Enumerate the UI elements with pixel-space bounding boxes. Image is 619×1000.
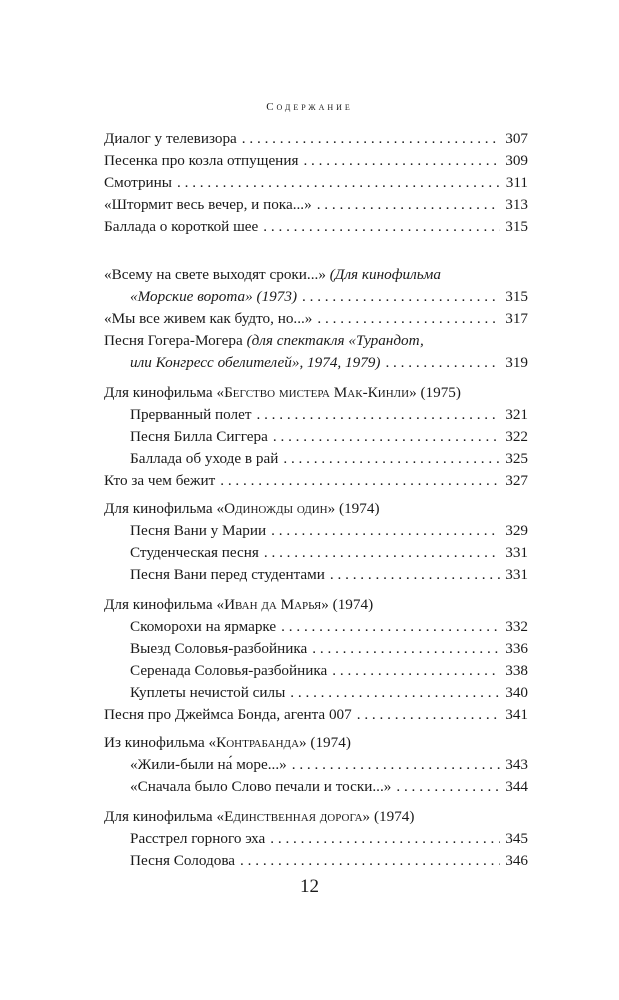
- leader-dots: [357, 704, 500, 726]
- leader-dots: [283, 448, 500, 470]
- leader-dots: [270, 828, 500, 850]
- toc-entry[interactable]: [130, 638, 528, 660]
- toc-entry-page: 315: [505, 288, 528, 305]
- toc-entry[interactable]: [130, 542, 528, 564]
- toc-entry-title: Серенада Соловья-разбойника: [130, 662, 328, 679]
- leader-dots: [220, 470, 500, 492]
- toc-entry-page: 336: [505, 640, 528, 657]
- toc-entry[interactable]: [104, 704, 528, 726]
- section-heading: Для кинофильма «Единственная дорога» (1974): [104, 808, 415, 825]
- toc-entry-page: 343: [505, 756, 528, 773]
- toc-entry[interactable]: [104, 172, 528, 194]
- toc-entry-title: Песенка про козла отпущения: [104, 152, 299, 169]
- page-number: 12: [300, 876, 319, 897]
- toc-entry[interactable]: [104, 216, 528, 238]
- toc-entry[interactable]: [130, 448, 528, 470]
- toc-entry[interactable]: [130, 660, 528, 682]
- toc-entry-page: 325: [505, 450, 528, 467]
- toc-entry[interactable]: [130, 616, 528, 638]
- toc-entry-page: 319: [505, 354, 528, 371]
- leader-dots: [177, 172, 501, 194]
- toc-entry-title: «Жили-были на́ море...»: [130, 756, 287, 773]
- leader-dots: [273, 426, 500, 448]
- toc-entry-title: Баллада об уходе в рай: [130, 450, 279, 467]
- toc-entry-page: 344: [505, 778, 528, 795]
- leader-dots: [332, 660, 500, 682]
- toc-entry-title: Диалог у телевизора: [104, 130, 237, 147]
- toc-entry-page: 309: [505, 152, 528, 169]
- toc-entry-title: «Всему на свете выходят сроки...» (Для кинофильма: [104, 266, 441, 283]
- toc-entry[interactable]: [104, 128, 528, 150]
- toc-entry-title: Баллада о короткой шее: [104, 218, 259, 235]
- toc-entry-title: Студенческая песня: [130, 544, 259, 561]
- toc-entry-page: 321: [505, 406, 528, 423]
- toc-entry-title: Выезд Соловья-разбойника: [130, 640, 308, 657]
- toc-entry-title: Песня Гогера-Могера (для спектакля «Турандот,: [104, 332, 424, 349]
- toc-entry-page: 329: [505, 522, 528, 539]
- toc-entry-page: 338: [505, 662, 528, 679]
- toc-entry[interactable]: [104, 470, 528, 492]
- toc-entry-title: Прерванный полет: [130, 406, 252, 423]
- toc-entry-title: Скоморохи на ярмарке: [130, 618, 277, 635]
- leader-dots: [292, 754, 501, 776]
- leader-dots: [240, 850, 500, 872]
- toc-entry-page: 307: [505, 130, 528, 147]
- toc-entry-title: Песня Вани перед студентами: [130, 566, 325, 583]
- toc-entry[interactable]: [130, 682, 528, 704]
- leader-dots: [271, 520, 500, 542]
- toc-entry[interactable]: [130, 776, 528, 798]
- toc-entry[interactable]: [130, 850, 528, 872]
- toc-entry-line1[interactable]: [104, 264, 528, 286]
- toc-entry-title: «Мы все живем как будто, но...»: [104, 310, 313, 327]
- toc-entry-page: 327: [505, 472, 528, 489]
- leader-dots: [396, 776, 500, 798]
- toc-entry[interactable]: [130, 564, 528, 586]
- leader-dots: [242, 128, 500, 150]
- toc-entry[interactable]: [104, 194, 528, 216]
- toc-entry-page: 313: [505, 196, 528, 213]
- toc-entry-title: Песня Билла Сиггера: [130, 428, 268, 445]
- toc-entry-title: Расстрел горного эха: [130, 830, 266, 847]
- toc-entry-title: Песня Вани у Марии: [130, 522, 267, 539]
- toc-entry[interactable]: [130, 404, 528, 426]
- toc-entry-title: «Штормит весь вечер, и пока...»: [104, 196, 312, 213]
- leader-dots: [256, 404, 500, 426]
- section-heading: Из кинофильма «Контрабанда» (1974): [104, 734, 351, 751]
- toc-entry[interactable]: [130, 426, 528, 448]
- toc-entry-page: 346: [505, 852, 528, 869]
- toc-entry-page: 332: [505, 618, 528, 635]
- toc-entry-line1[interactable]: [104, 330, 528, 352]
- leader-dots: [281, 616, 500, 638]
- toc-entry-note: «Морские ворота» (1973): [130, 288, 297, 305]
- leader-dots: [264, 542, 500, 564]
- toc-entry[interactable]: [104, 150, 528, 172]
- toc-entry-page: 322: [505, 428, 528, 445]
- toc-entry-page: 317: [505, 310, 528, 327]
- toc-entry-title: Смотрины: [104, 174, 173, 191]
- toc-entry[interactable]: [130, 520, 528, 542]
- toc-entry-page: 340: [505, 684, 528, 701]
- leader-dots: [303, 150, 500, 172]
- leader-dots: [385, 352, 500, 374]
- section-heading: Для кинофильма «Бегство мистера Мак-Кинли» (1975): [104, 384, 461, 401]
- toc-entry-title: Куплеты нечистой силы: [130, 684, 286, 701]
- toc-entry[interactable]: [130, 828, 528, 850]
- toc-entry-page: 315: [505, 218, 528, 235]
- toc-entry-page: 331: [505, 544, 528, 561]
- toc-entry-title: Песня Солодова: [130, 852, 236, 869]
- toc-entry-page: 341: [505, 706, 528, 723]
- leader-dots: [302, 286, 500, 308]
- toc-entry-page: 311: [505, 174, 528, 191]
- toc-entry[interactable]: [130, 754, 528, 776]
- toc-entry[interactable]: [104, 308, 528, 330]
- toc-entry-line2[interactable]: [130, 352, 528, 374]
- leader-dots: [317, 194, 501, 216]
- toc-entry-line2[interactable]: [130, 286, 528, 308]
- toc-entry-title: Кто за чем бежит: [104, 472, 216, 489]
- toc-entry-title: Песня про Джеймса Бонда, агента 007: [104, 706, 352, 723]
- section-heading: Для кинофильма «Одиножды один» (1974): [104, 500, 380, 517]
- leader-dots: [263, 216, 500, 238]
- leader-dots: [312, 638, 500, 660]
- toc-entry-note: или Конгресс обелителей», 1974, 1979): [130, 354, 381, 371]
- leader-dots: [290, 682, 500, 704]
- leader-dots: [317, 308, 500, 330]
- running-header: Содержание: [266, 101, 353, 113]
- leader-dots: [330, 564, 500, 586]
- toc-entry-title: «Сначала было Слово печали и тоски...»: [130, 778, 392, 795]
- toc-entry-page: 331: [505, 566, 528, 583]
- toc-entry-page: 345: [505, 830, 528, 847]
- section-heading: Для кинофильма «Иван да Марья» (1974): [104, 596, 374, 613]
